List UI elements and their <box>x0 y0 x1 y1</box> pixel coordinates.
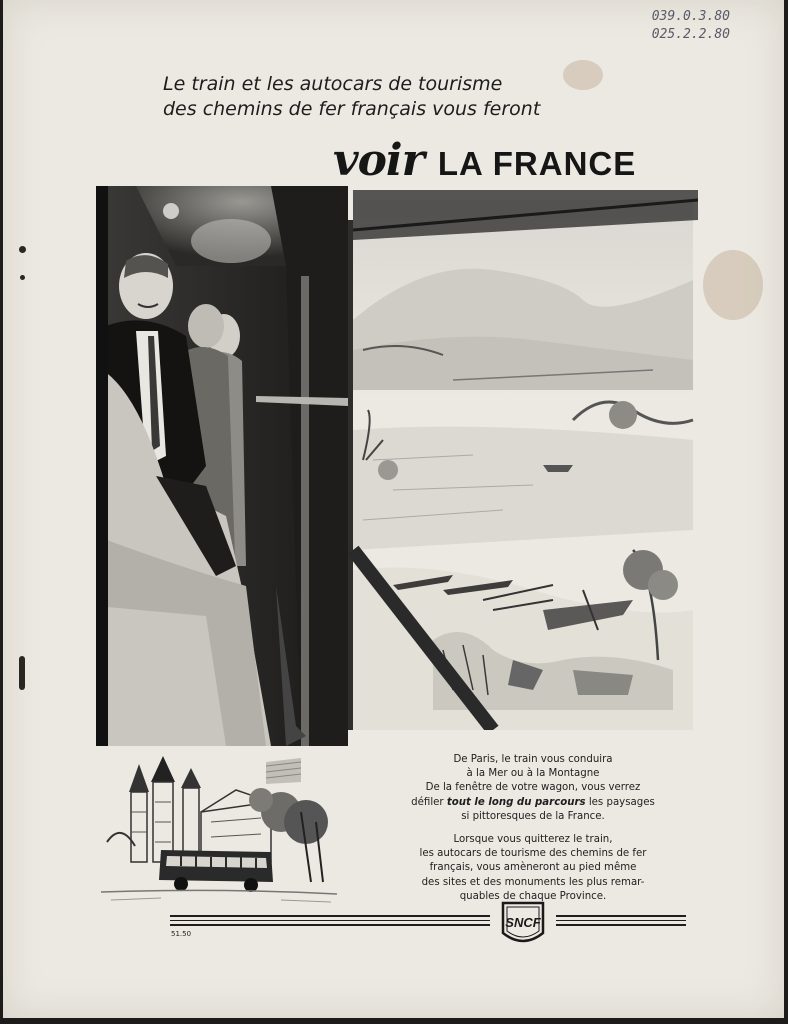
rule-left-bottom <box>170 924 490 926</box>
print-code: 51.50 <box>171 930 192 938</box>
archive-code-2: 025.2.2.80 <box>651 27 730 42</box>
body-text <box>383 744 683 913</box>
body-line: des sites et des monuments les plus remar- <box>421 876 645 888</box>
body-line: De Paris, le train vous conduira <box>453 754 613 765</box>
rule-right-top <box>556 915 686 917</box>
sncf-logo-text: SNCF <box>505 915 541 930</box>
title-la-france: LA FRANCE <box>437 145 637 182</box>
rule-left-top <box>170 915 490 917</box>
sncf-logo-mark <box>499 899 547 949</box>
sncf-logo <box>499 899 547 949</box>
body-line <box>383 796 683 810</box>
landscape-sketch <box>333 190 698 730</box>
title-voir: voir <box>333 135 424 186</box>
body-line-post: les paysages <box>585 796 655 808</box>
body-line: quables de chaque Province. <box>459 890 607 902</box>
archive-code-1: 039.0.3.80 <box>651 9 730 24</box>
body-line: Lorsque vous quitterez le train, <box>453 834 613 846</box>
train-corridor-photo <box>96 186 348 746</box>
paper-stain <box>703 250 763 320</box>
body-line: à la Mer ou à la Montagne <box>466 768 600 780</box>
body-line: De la fenêtre de votre wagon, vous verrez <box>425 782 641 794</box>
castle-coach-art <box>101 752 337 912</box>
poster-page <box>3 0 784 1018</box>
headline <box>163 72 583 122</box>
headline-line-1: Le train et les autocars de tourisme <box>163 73 503 95</box>
body-line: les autocars de tourisme des chemins de fer <box>419 848 647 860</box>
rule-right-mid <box>556 920 686 921</box>
rule-right-bottom <box>556 924 686 926</box>
punch-hole-bottom <box>19 656 25 690</box>
body-line-emphasis: tout le long du parcours <box>446 796 586 808</box>
archive-codes <box>652 8 730 44</box>
train-corridor-photo-art <box>96 186 348 746</box>
body-line: français, vous amèneront au pied même <box>429 862 637 874</box>
body-line-pre: défiler <box>411 796 447 808</box>
title <box>333 135 703 185</box>
landscape-sketch-art <box>333 190 698 730</box>
punch-hole-top-2 <box>20 275 25 280</box>
rule-left-mid <box>170 920 490 921</box>
castle-coach-illustration <box>101 752 337 912</box>
body-line: si pittoresques de la France. <box>461 810 605 822</box>
headline-line-2: des chemins de fer français vous feront <box>163 98 541 120</box>
punch-hole-top <box>19 246 26 253</box>
